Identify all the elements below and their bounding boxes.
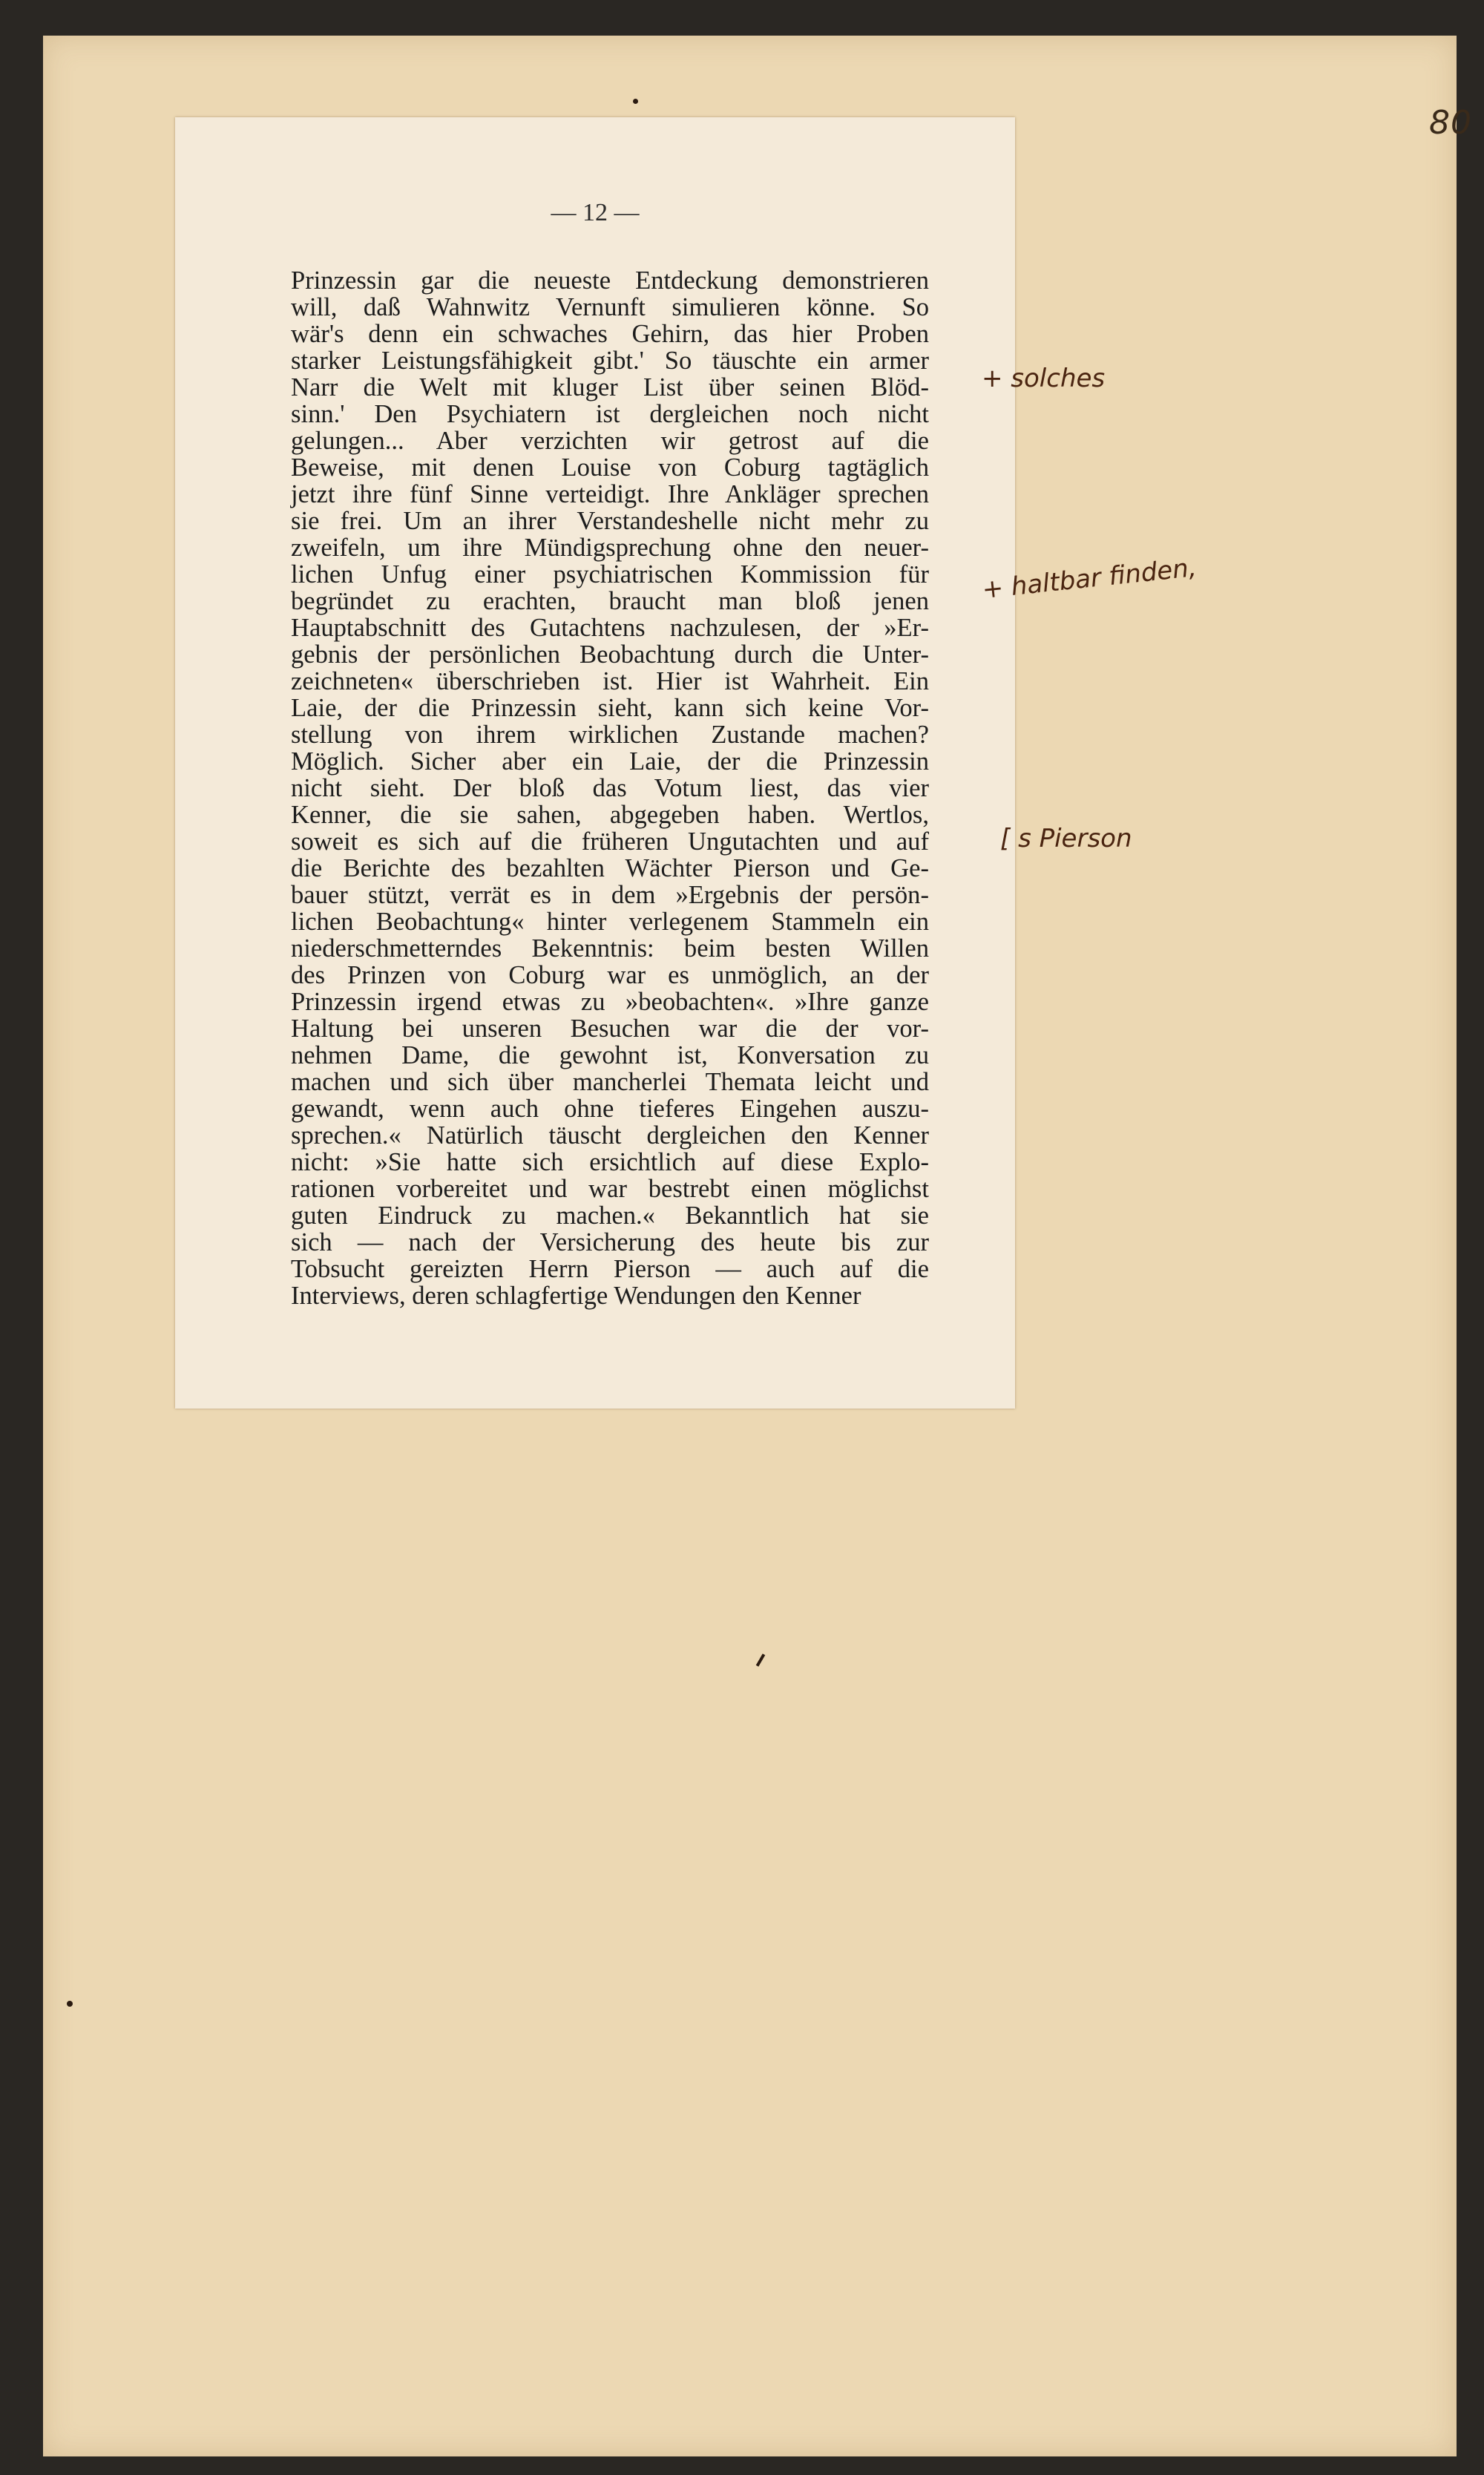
margin-note-1: + solches [982, 364, 1106, 393]
text-line: zeichneten« überschrieben ist. Hier ist Wahrheit. Ein [291, 667, 929, 695]
text-line: soweit es sich auf die früheren Ungutachten und auf [291, 827, 929, 856]
text-line: Prinzessin gar die neueste Entdeckung demonstrieren [291, 266, 929, 295]
text-line: machen und sich über mancherlei Themata leicht und [291, 1068, 929, 1096]
text-line: lichen Beobachtung« hinter verlegenem Stammeln ein [291, 908, 929, 936]
text-line: nicht sieht. Der bloß das Votum liest, das vier [291, 774, 929, 802]
text-line: Beweise, mit denen Louise von Coburg tagtäglich [291, 453, 929, 482]
ink-dot [67, 2001, 73, 2007]
margin-note-3: [ s Pierson [1000, 824, 1132, 853]
text-line: stellung von ihrem wirklichen Zustande machen? [291, 721, 929, 749]
text-line: Interviews, deren schlagfertige Wendungen den Kenner [291, 1282, 861, 1310]
text-line: jetzt ihre fünf Sinne verteidigt. Ihre Ankläger sprechen [291, 480, 929, 508]
text-line: bauer stützt, verrät es in dem »Ergebnis der persön- [291, 881, 929, 909]
text-line: sich — nach der Versicherung des heute bis zur [291, 1228, 929, 1256]
archive-sheet [43, 36, 1472, 2456]
text-line: wär's denn ein schwaches Gehirn, das hier Proben [291, 320, 929, 348]
text-line: nicht: »Sie hatte sich ersichtlich auf diese Explo- [291, 1148, 929, 1176]
text-line: nehmen Dame, die gewohnt ist, Konversation zu [291, 1041, 929, 1069]
ink-mark [756, 1653, 765, 1667]
text-line: sie frei. Um an ihrer Verstandeshelle nicht mehr zu [291, 507, 929, 535]
text-line: starker Leistungsfähigkeit gibt.' So täuschte ein armer [291, 347, 929, 375]
text-line: Haltung bei unseren Besuchen war die der vor- [291, 1014, 929, 1043]
text-line: die Berichte des bezahlten Wächter Pierson und Ge- [291, 854, 929, 882]
text-line: gelungen... Aber verzichten wir getrost auf die [291, 427, 929, 455]
page-number: — 12 — [551, 199, 640, 226]
margin-note-2: + haltbar finden, [980, 552, 1198, 606]
text-line: des Prinzen von Coburg war es unmöglich, an der [291, 961, 929, 989]
text-line: guten Eindruck zu machen.« Bekanntlich hat sie [291, 1202, 929, 1230]
printed-clipping [175, 117, 1015, 1409]
text-line: begründet zu erachten, braucht man bloß jenen [291, 587, 929, 615]
text-line: gebnis der persönlichen Beobachtung durch die Unter- [291, 640, 929, 669]
text-line: niederschmetterndes Bekenntnis: beim besten Willen [291, 934, 929, 963]
ink-dot [633, 99, 638, 104]
text-line: will, daß Wahnwitz Vernunft simulieren könne. So [291, 293, 929, 321]
text-line: Narr die Welt mit kluger List über seinen Blöd- [291, 373, 929, 401]
text-line: Möglich. Sicher aber ein Laie, der die Prinzessin [291, 747, 929, 776]
text-line: sinn.' Den Psychiatern ist dergleichen noch nicht [291, 400, 929, 428]
text-line: lichen Unfug einer psychiatrischen Kommission für [291, 560, 929, 589]
text-line: Kenner, die sie sahen, abgegeben haben. Wertlos, [291, 801, 929, 829]
text-line: Tobsucht gereizten Herrn Pierson — auch auf die [291, 1255, 929, 1283]
folio-number: 80 [1429, 104, 1472, 142]
text-line: Laie, der die Prinzessin sieht, kann sich keine Vor- [291, 694, 929, 722]
text-line: zweifeln, um ihre Mündigsprechung ohne den neuer- [291, 534, 929, 562]
text-line: sprechen.« Natürlich täuscht dergleichen den Kenner [291, 1121, 929, 1150]
text-line: gewandt, wenn auch ohne tieferes Eingehen auszu- [291, 1095, 929, 1123]
text-line: rationen vorbereitet und war bestrebt einen möglichst [291, 1175, 929, 1203]
text-line: Hauptabschnitt des Gutachtens nachzulesen, der »Er- [291, 614, 929, 642]
body-text [291, 267, 929, 1309]
text-line: Prinzessin irgend etwas zu »beobachten«. »Ihre ganze [291, 988, 929, 1016]
